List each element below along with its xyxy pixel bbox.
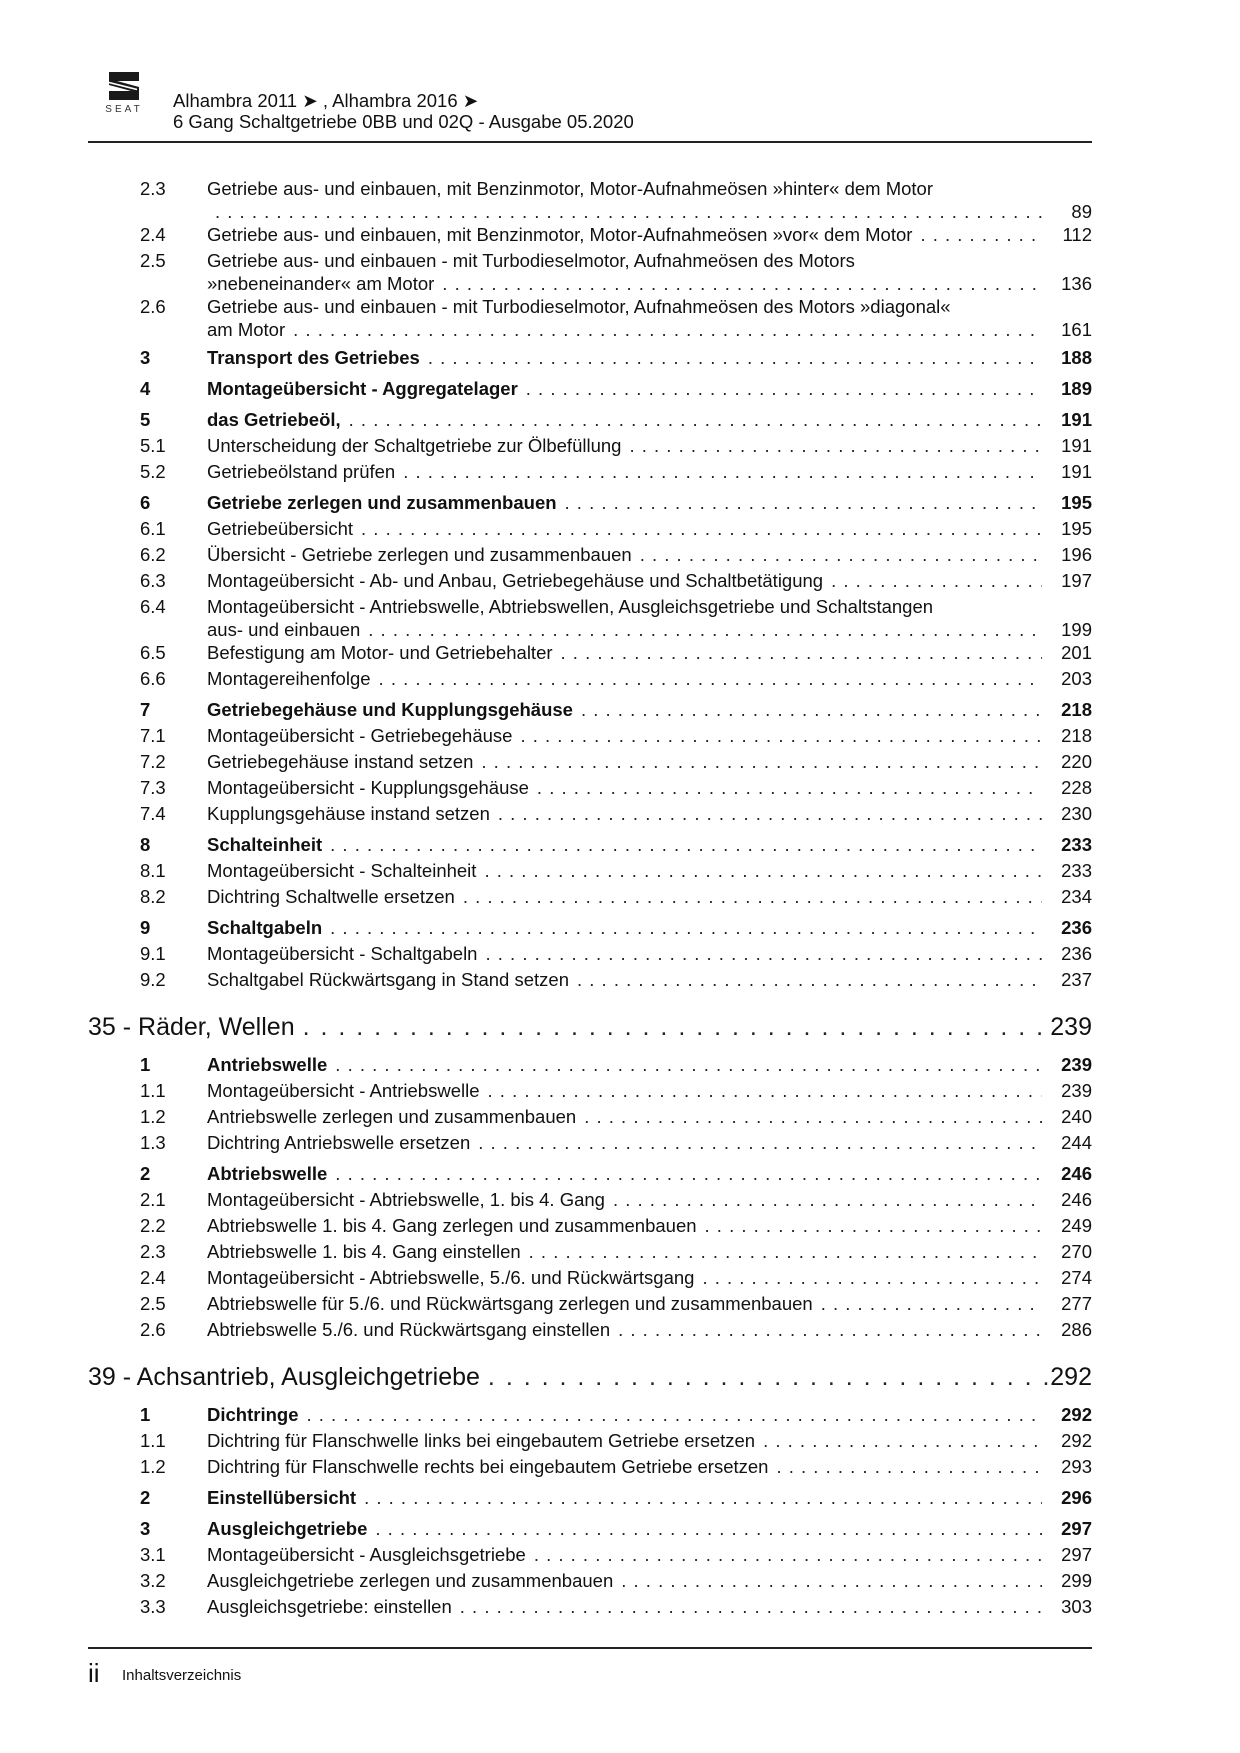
toc-entry-title: Antriebswelle	[207, 1054, 328, 1075]
toc-entry-title: am Motor	[207, 319, 286, 340]
toc-entry-number: 2.5	[140, 1293, 166, 1314]
toc-entry-title: Getriebe aus- und einbauen, mit Benzinmotor, Motor-Aufnahmeösen »vor« dem Motor	[207, 224, 913, 245]
toc-entry-number: 4	[140, 378, 151, 399]
toc-subsection-entry[interactable]	[88, 801, 1092, 827]
toc-page-number[interactable]: 292	[1061, 1430, 1092, 1451]
toc-entry-title: Montageübersicht - Abtriebswelle, 1. bis 4. Gang	[207, 1189, 605, 1210]
toc-section-entry[interactable]	[88, 832, 1092, 858]
toc-entry-title: Getriebegehäuse und Kupplungsgehäuse	[207, 699, 573, 720]
toc-entry-number: 6.1	[140, 518, 166, 539]
toc-page-number[interactable]: 201	[1061, 642, 1092, 663]
toc-page-number[interactable]: 240	[1061, 1106, 1092, 1127]
dot-leader	[463, 884, 1042, 910]
dot-leader	[776, 1454, 1042, 1480]
toc-page-number[interactable]: 246	[1061, 1163, 1092, 1184]
toc-subsection-entry[interactable]	[88, 858, 1092, 884]
toc-entry-number: 2.6	[140, 1319, 166, 1340]
toc-subsection-entry[interactable]	[88, 723, 1092, 749]
dot-leader	[561, 640, 1042, 666]
toc-page-number[interactable]: 249	[1061, 1215, 1092, 1236]
toc-subsection-entry[interactable]	[88, 1130, 1092, 1156]
toc-entry-title: Montageübersicht - Aggregatelager	[207, 378, 518, 399]
toc-entry-title: Montageübersicht - Kupplungsgehäuse	[207, 777, 529, 798]
toc-subsection-entry[interactable]	[88, 1187, 1092, 1213]
toc-page-number[interactable]: 244	[1061, 1132, 1092, 1153]
toc-entry-number: 3.1	[140, 1544, 166, 1565]
toc-subsection-entry[interactable]	[88, 568, 1092, 594]
toc-entry-title: Befestigung am Motor- und Getriebehalter	[207, 642, 553, 663]
document-title: Alhambra 2011 ➤ , Alhambra 2016 ➤	[173, 90, 479, 111]
toc-entry-title: Getriebe aus- und einbauen - mit Turbodieselmotor, Aufnahmeösen des Motors »diagonal«	[207, 296, 951, 317]
toc-entry-title: Abtriebswelle für 5./6. und Rückwärtsgang zerlegen und zusammenbauen	[207, 1293, 813, 1314]
dot-leader	[428, 345, 1042, 371]
toc-page-number[interactable]: 136	[1061, 273, 1092, 294]
toc-entry-number: 2	[140, 1487, 151, 1508]
toc-subsection-entry[interactable]	[88, 1291, 1092, 1317]
page-number: ii	[88, 1658, 100, 1688]
dot-leader	[831, 568, 1042, 594]
toc-section-entry[interactable]	[88, 1402, 1092, 1428]
toc-page-number[interactable]: 296	[1061, 1487, 1092, 1508]
toc-entry-number: 8	[140, 834, 151, 855]
toc-page-number[interactable]: 246	[1061, 1189, 1092, 1210]
toc-entry-number: 1.1	[140, 1080, 166, 1101]
toc-entry-number: 2	[140, 1163, 151, 1184]
toc-entry-title: Montageübersicht - Antriebswelle, Abtriebswellen, Ausgleichsgetriebe und Schaltstangen	[207, 596, 934, 617]
toc-entry-title: Montageübersicht - Abtriebswelle, 5./6. und Rückwärtsgang	[207, 1267, 695, 1288]
toc-page-number[interactable]: 286	[1061, 1319, 1092, 1340]
toc-entry-title: Montageübersicht - Schaltgabeln	[207, 943, 478, 964]
toc-entry-title: Ausgleichsgetriebe: einstellen	[207, 1596, 452, 1617]
toc-subsection-entry[interactable]	[88, 1239, 1092, 1265]
toc-entry-number: 1	[140, 1404, 151, 1425]
toc-page-number[interactable]: 237	[1061, 969, 1092, 990]
toc-page-number[interactable]: 299	[1061, 1570, 1092, 1591]
toc-page-number[interactable]: 233	[1061, 834, 1092, 855]
dot-leader	[613, 1187, 1042, 1213]
footer-label: Inhaltsverzeichnis	[122, 1667, 242, 1684]
toc-subsection-entry[interactable]	[88, 666, 1092, 692]
toc-entry-title: aus- und einbauen	[207, 619, 361, 640]
dot-leader	[442, 274, 1042, 294]
toc-subsection-entry[interactable]	[88, 1265, 1092, 1291]
toc-page-number[interactable]: 292	[1061, 1404, 1092, 1425]
toc-entry-title: 35 - Räder, Wellen	[88, 1013, 295, 1041]
dot-leader	[529, 1239, 1042, 1265]
toc-page-number[interactable]: 196	[1061, 544, 1092, 565]
toc-entry-number: 5.1	[140, 435, 166, 456]
toc-entry-number: 2.1	[140, 1189, 166, 1210]
toc-section-entry[interactable]	[88, 1485, 1092, 1511]
toc-section-entry[interactable]	[88, 915, 1092, 941]
toc-entry-title: Schalteinheit	[207, 834, 323, 855]
dot-leader	[379, 666, 1042, 692]
toc-entry-number: 9.2	[140, 969, 166, 990]
dot-leader	[364, 1485, 1042, 1511]
brand-name: SEAT	[105, 104, 143, 115]
toc-subsection-entry[interactable]	[88, 516, 1092, 542]
toc-section-entry[interactable]	[88, 345, 1092, 371]
toc-entry-number: 6.2	[140, 544, 166, 565]
toc-subsection-entry[interactable]	[88, 294, 1092, 340]
toc-entry-title: Abtriebswelle	[207, 1163, 328, 1184]
toc-page-number[interactable]: 189	[1061, 378, 1092, 399]
toc-entry-title: Kupplungsgehäuse instand setzen	[207, 803, 490, 824]
toc-entry-number: 6.6	[140, 668, 166, 689]
toc-entry-number: 1.2	[140, 1106, 166, 1127]
page-footer	[88, 1647, 1092, 1688]
toc-page-number[interactable]: 188	[1061, 347, 1092, 368]
seat-s-icon	[107, 72, 141, 100]
toc-chapter-entry[interactable]	[88, 1360, 1092, 1394]
toc-entry-title: Getriebe aus- und einbauen - mit Turbodieselmotor, Aufnahmeösen des Motors	[207, 250, 855, 271]
toc-entry-title: Getriebeübersicht	[207, 518, 354, 539]
dot-leader	[293, 320, 1042, 340]
dot-leader	[330, 915, 1042, 941]
toc-entry-title: Getriebe aus- und einbauen, mit Benzinmotor, Motor-Aufnahmeösen »hinter« dem Motor	[207, 178, 934, 199]
dot-leader	[565, 490, 1042, 516]
toc-entry-title: Unterscheidung der Schaltgetriebe zur Ölbefüllung	[207, 435, 622, 456]
toc-entry-number: 7.4	[140, 803, 166, 824]
toc-entry-number: 3.2	[140, 1570, 166, 1591]
toc-entry-number: 9	[140, 917, 151, 938]
dot-leader	[361, 516, 1042, 542]
toc-entry-number: 2.3	[140, 178, 166, 199]
toc-subsection-entry[interactable]	[88, 1568, 1092, 1594]
toc-entry-number: 8.1	[140, 860, 166, 881]
toc-page-number[interactable]: 292	[1050, 1363, 1092, 1391]
toc-subsection-entry[interactable]	[88, 640, 1092, 666]
toc-entry-title: Abtriebswelle 5./6. und Rückwärtsgang einstellen	[207, 1319, 611, 1340]
toc-subsection-entry[interactable]	[88, 1428, 1092, 1454]
toc-entry-title: Montagereihenfolge	[207, 668, 371, 689]
toc-entry-title: Montageübersicht - Ab- und Anbau, Getriebegehäuse und Schaltbetätigung	[207, 570, 824, 591]
toc-section-entry[interactable]	[88, 407, 1092, 433]
dot-leader	[621, 1568, 1042, 1594]
toc-page-number[interactable]: 228	[1061, 777, 1092, 798]
toc-entry-title: Getriebegehäuse instand setzen	[207, 751, 474, 772]
dot-leader	[520, 723, 1042, 749]
dot-leader	[618, 1317, 1042, 1343]
toc-entry-title: Getriebe zerlegen und zusammenbauen	[207, 492, 557, 513]
dot-leader	[498, 801, 1042, 827]
toc-section-entry[interactable]	[88, 1161, 1092, 1187]
toc-subsection-entry[interactable]	[88, 941, 1092, 967]
toc-section-entry[interactable]	[88, 376, 1092, 402]
toc-entry-number: 2.4	[140, 224, 166, 245]
dot-leader	[763, 1428, 1042, 1454]
toc-subsection-entry[interactable]	[88, 775, 1092, 801]
toc-subsection-entry[interactable]	[88, 967, 1092, 993]
dot-leader	[629, 433, 1042, 459]
toc-page-number[interactable]: 297	[1061, 1518, 1092, 1539]
toc-page-number[interactable]: 274	[1061, 1267, 1092, 1288]
toc-entry-title: Einstellübersicht	[207, 1487, 357, 1508]
dot-leader	[488, 1360, 1048, 1394]
dot-leader	[368, 620, 1042, 640]
toc-entry-number: 8.2	[140, 886, 166, 907]
dot-leader	[481, 749, 1042, 775]
toc-entry-number: 7.1	[140, 725, 166, 746]
dot-leader	[821, 1291, 1042, 1317]
toc-entry-title: Schaltgabel Rückwärtsgang in Stand setzen	[207, 969, 569, 990]
toc-entry-title: Transport des Getriebes	[207, 347, 420, 368]
toc-entry-number: 3.3	[140, 1596, 166, 1617]
toc-entry-number: 6.5	[140, 642, 166, 663]
toc-page-number[interactable]: 236	[1061, 917, 1092, 938]
toc-entry-number: 1	[140, 1054, 151, 1075]
toc-section-entry[interactable]	[88, 490, 1092, 516]
dot-leader	[577, 967, 1042, 993]
dot-leader	[702, 1265, 1042, 1291]
toc-section-entry[interactable]	[88, 1052, 1092, 1078]
dot-leader	[375, 1516, 1042, 1542]
toc-subsection-entry[interactable]	[88, 1078, 1092, 1104]
toc-subsection-entry[interactable]	[88, 1104, 1092, 1130]
dot-leader	[488, 1078, 1042, 1104]
toc-page-number[interactable]: 239	[1050, 1013, 1092, 1041]
table-of-contents	[88, 176, 1092, 1620]
toc-page-number[interactable]: 199	[1061, 619, 1092, 640]
toc-subsection-entry[interactable]	[88, 1594, 1092, 1620]
toc-entry-title: Dichtring Schaltwelle ersetzen	[207, 886, 455, 907]
toc-page-number[interactable]: 197	[1061, 570, 1092, 591]
toc-subsection-entry[interactable]	[88, 222, 1092, 248]
toc-subsection-entry[interactable]	[88, 884, 1092, 910]
toc-page-number[interactable]: 239	[1061, 1054, 1092, 1075]
dot-leader	[526, 376, 1042, 402]
toc-entry-number: 1.1	[140, 1430, 166, 1451]
toc-page-number[interactable]: 203	[1061, 668, 1092, 689]
toc-page-number[interactable]: 234	[1061, 886, 1092, 907]
toc-entry-number: 7.2	[140, 751, 166, 772]
toc-entry-title: Dichtring für Flanschwelle rechts bei eingebautem Getriebe ersetzen	[207, 1456, 769, 1477]
toc-subsection-entry[interactable]	[88, 594, 1092, 640]
toc-entry-number: 2.4	[140, 1267, 166, 1288]
dot-leader	[705, 1213, 1042, 1239]
toc-entry-title: Getriebeölstand prüfen	[207, 461, 396, 482]
toc-subsection-entry[interactable]	[88, 1454, 1092, 1480]
toc-page-number[interactable]: 297	[1061, 1544, 1092, 1565]
toc-subsection-entry[interactable]	[88, 248, 1092, 294]
toc-entry-title: Ausgleichgetriebe	[207, 1518, 368, 1539]
toc-entry-number: 1.2	[140, 1456, 166, 1477]
toc-entry-title: Dichtringe	[207, 1404, 299, 1425]
toc-entry-number: 3	[140, 347, 151, 368]
dot-leader	[484, 858, 1042, 884]
toc-entry-title: »nebeneinander« am Motor	[207, 273, 435, 294]
dot-leader	[303, 1010, 1048, 1044]
toc-subsection-entry[interactable]	[88, 1213, 1092, 1239]
toc-page-number[interactable]: 112	[1062, 224, 1092, 245]
toc-entry-number: 7	[140, 699, 151, 720]
toc-entry-title: das Getriebeöl,	[207, 409, 341, 430]
toc-entry-number: 5	[140, 409, 151, 430]
dot-leader	[349, 407, 1042, 433]
toc-page-number[interactable]: 236	[1061, 943, 1092, 964]
toc-page-number[interactable]: 191	[1061, 461, 1092, 482]
toc-entry-title: Ausgleichgetriebe zerlegen und zusammenbauen	[207, 1570, 614, 1591]
toc-entry-title: Montageübersicht - Ausgleichsgetriebe	[207, 1544, 526, 1565]
toc-entry-number: 9.1	[140, 943, 166, 964]
toc-entry-number: 2.5	[140, 250, 166, 271]
dot-leader	[534, 1542, 1042, 1568]
toc-subsection-entry[interactable]	[88, 749, 1092, 775]
toc-subsection-entry[interactable]	[88, 1542, 1092, 1568]
toc-entry-title: Abtriebswelle 1. bis 4. Gang einstellen	[207, 1241, 521, 1262]
toc-page-number[interactable]: 195	[1061, 518, 1092, 539]
toc-subsection-entry[interactable]	[88, 459, 1092, 485]
toc-entry-title: Dichtring Antriebswelle ersetzen	[207, 1132, 471, 1153]
toc-page-number[interactable]: 277	[1061, 1293, 1092, 1314]
dot-leader	[920, 222, 1042, 248]
toc-subsection-entry[interactable]	[88, 1317, 1092, 1343]
toc-entry-title: Montageübersicht - Schalteinheit	[207, 860, 477, 881]
dot-leader	[335, 1161, 1042, 1187]
toc-page-number[interactable]: 293	[1061, 1456, 1092, 1477]
dot-leader	[335, 1052, 1042, 1078]
toc-page-number[interactable]: 220	[1061, 751, 1092, 772]
dot-leader	[306, 1402, 1042, 1428]
toc-entry-number: 2.6	[140, 296, 166, 317]
toc-entry-number: 1.3	[140, 1132, 166, 1153]
toc-entry-number: 2.3	[140, 1241, 166, 1262]
toc-subsection-entry[interactable]	[88, 176, 1092, 222]
dot-leader	[537, 775, 1042, 801]
toc-page-number[interactable]: 270	[1061, 1241, 1092, 1262]
toc-section-entry[interactable]	[88, 1516, 1092, 1542]
toc-page-number[interactable]: 191	[1061, 409, 1092, 430]
dot-leader	[581, 697, 1042, 723]
dot-leader	[215, 202, 1042, 222]
seat-logo	[97, 72, 151, 116]
toc-page-number[interactable]: 233	[1061, 860, 1092, 881]
toc-page-number[interactable]: 195	[1061, 492, 1092, 513]
toc-entry-number: 6	[140, 492, 151, 513]
toc-entry-title: Schaltgabeln	[207, 917, 323, 938]
toc-entry-title: Übersicht - Getriebe zerlegen und zusammenbauen	[207, 544, 632, 565]
toc-subsection-entry[interactable]	[88, 542, 1092, 568]
toc-page-number[interactable]: 89	[1071, 201, 1092, 222]
toc-page-number[interactable]: 303	[1061, 1596, 1092, 1617]
toc-page-number[interactable]: 161	[1061, 319, 1092, 340]
toc-page-number[interactable]: 218	[1061, 725, 1092, 746]
toc-page-number[interactable]: 239	[1061, 1080, 1092, 1101]
dot-leader	[460, 1594, 1042, 1620]
toc-chapter-entry[interactable]	[88, 1010, 1092, 1044]
dot-leader	[485, 941, 1042, 967]
dot-leader	[640, 542, 1042, 568]
toc-entry-title: Dichtring für Flanschwelle links bei eingebautem Getriebe ersetzen	[207, 1430, 756, 1451]
toc-page-number[interactable]: 218	[1061, 699, 1092, 720]
toc-entry-title: Montageübersicht - Antriebswelle	[207, 1080, 480, 1101]
toc-entry-number: 6.3	[140, 570, 166, 591]
toc-entry-number: 3	[140, 1518, 151, 1539]
dot-leader	[403, 459, 1042, 485]
dot-leader	[330, 832, 1042, 858]
dot-leader	[584, 1104, 1042, 1130]
dot-leader	[478, 1130, 1042, 1156]
toc-entry-title: 39 - Achsantrieb, Ausgleichgetriebe	[88, 1363, 480, 1391]
toc-entry-number: 6.4	[140, 596, 166, 617]
toc-subsection-entry[interactable]	[88, 433, 1092, 459]
toc-entry-title: Montageübersicht - Getriebegehäuse	[207, 725, 513, 746]
toc-section-entry[interactable]	[88, 697, 1092, 723]
page-header	[88, 60, 1092, 143]
toc-entry-title: Abtriebswelle 1. bis 4. Gang zerlegen und zusammenbauen	[207, 1215, 697, 1236]
toc-entry-number: 5.2	[140, 461, 166, 482]
toc-entry-title: Antriebswelle zerlegen und zusammenbauen	[207, 1106, 577, 1127]
toc-entry-number: 7.3	[140, 777, 166, 798]
document-subtitle: 6 Gang Schaltgetriebe 0BB und 02Q - Ausgabe 05.2020	[173, 111, 634, 132]
toc-entry-number: 2.2	[140, 1215, 166, 1236]
toc-page-number[interactable]: 191	[1061, 435, 1092, 456]
toc-page-number[interactable]: 230	[1061, 803, 1092, 824]
